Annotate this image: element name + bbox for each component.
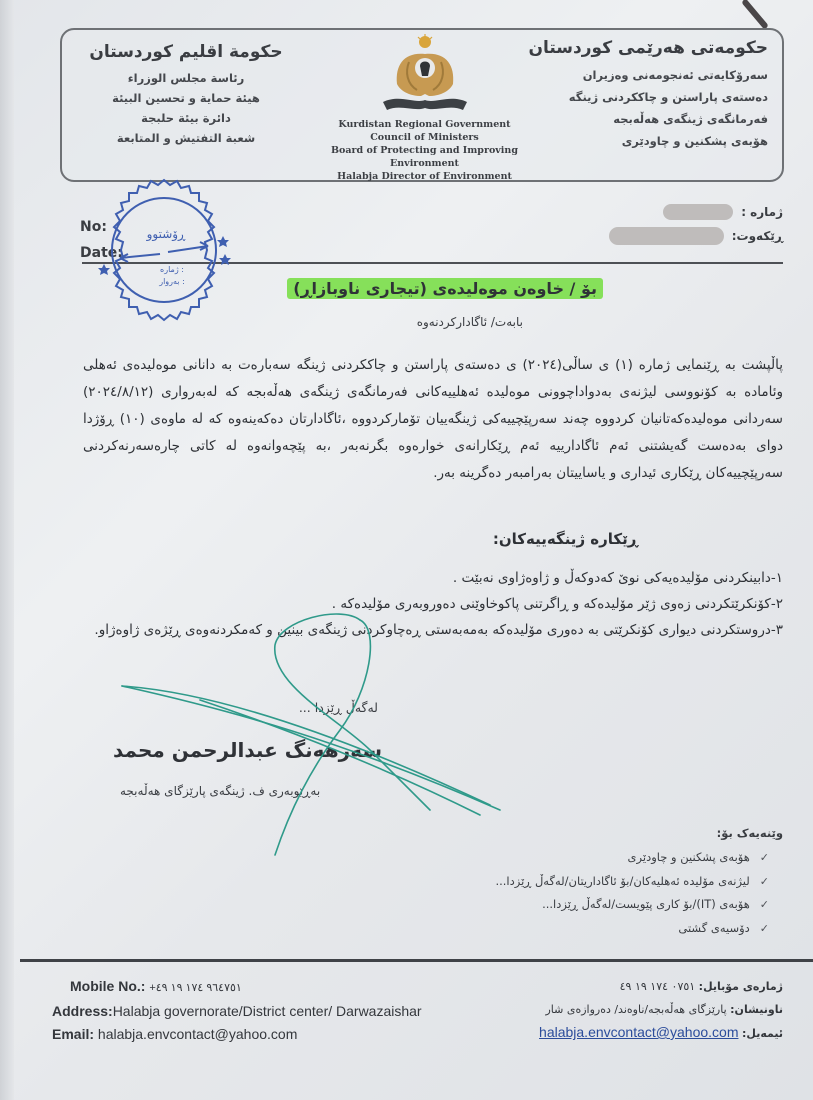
letterhead-arabic-line: هيئة حماية و تحسين البيئة <box>112 91 260 105</box>
footer-mobile-ku: ژمارەی مۆبایل: ٠٧٥١ ١٧٤ ١٩ ٤٩ <box>619 980 783 993</box>
letterhead-english-line: Halabja Director of Environment <box>337 171 512 182</box>
footer-email-en: Email: halabja.envcontact@yahoo.com <box>52 1026 298 1042</box>
krg-emblem-icon <box>365 34 485 114</box>
reference-date-row <box>609 224 783 248</box>
svg-text:بەروار :: بەروار : <box>159 277 185 286</box>
cc-item-text: لیژنەی مۆلیدە ئەهلیەکان/بۆ ئاگاداریتان/لەگەڵ ڕێزدا... <box>495 873 750 888</box>
checkmark-icon: ✓ <box>759 851 769 864</box>
outgoing-stamp-icon <box>92 176 240 324</box>
checkmark-icon: ✓ <box>759 874 769 888</box>
pen-mark <box>741 0 769 30</box>
steps-list <box>83 565 783 643</box>
footer-email-ku: ئیمەیل: halabja.envcontact@yahoo.com <box>539 1024 783 1040</box>
reference-block <box>609 200 783 248</box>
letterhead-arabic-title: حكومة اقليم كوردستان <box>89 42 283 62</box>
letterhead-arabic-line: دائرة بيئة حلبجة <box>141 111 231 125</box>
letterhead-kurdish-line: هۆبەی پشکنین و چاودێری <box>621 134 768 148</box>
footer-kurdish <box>539 975 783 1045</box>
letterhead <box>60 28 784 182</box>
letterhead-kurdish-line: دەستەی پاراستن و چاککردنی ژینگە <box>568 90 768 104</box>
letterhead-english-line: Board of Protecting and Improving Environment <box>331 145 518 169</box>
cc-item <box>495 917 783 941</box>
step-item: ١-دابینکردنی مۆلیدەیەکی نوێ کەدوکەڵ و ژاوەژاوی نەبێت . <box>452 570 783 586</box>
checkmark-icon: ✓ <box>759 921 769 935</box>
footer-english <box>52 975 422 1046</box>
cc-item-text: هۆبەی (IT)/بۆ کاری پێویست/لەگەڵ ڕێزدا... <box>542 897 750 911</box>
signatory-name: سەرهەنگ عبدالرحمن محمد <box>113 738 382 762</box>
letterhead-english-line: Kurdistan Regional Government <box>338 119 511 130</box>
email-link-ku[interactable]: halabja.envcontact@yahoo.com <box>539 1024 739 1040</box>
signatory-title: بەڕێوبەری ف. ژینگەی پارێزگای هەڵەبجە <box>120 784 321 798</box>
letterhead-arabic-line: رئاسة مجلس الوزراء <box>127 71 245 85</box>
reference-number-label: ژمارە : <box>741 205 783 219</box>
letterhead-english-line: Council of Ministers <box>370 132 479 143</box>
cc-item <box>495 846 783 870</box>
footer-divider <box>20 959 813 962</box>
subject-line: بابەت/ ئاگاداركردنەوە <box>416 315 523 329</box>
cc-item-text: هۆبەی پشکنین و چاودێری <box>627 850 750 864</box>
letterhead-arabic-line: شعبة التفتيش و المتابعة <box>116 131 256 145</box>
footer-address-en: Address:Halabja governorate/District center/ Darwazaishar <box>52 1003 422 1019</box>
letterhead-center <box>317 34 532 183</box>
letterhead-kurdish-title: حکومەتی هەرێمی کوردستان <box>528 38 768 58</box>
letterhead-arabic <box>76 42 296 148</box>
svg-text:ژمارە :: ژمارە : <box>160 265 184 274</box>
cc-item <box>495 893 783 917</box>
letterhead-kurdish <box>518 38 768 152</box>
letter-body: پاڵپشت بە ڕێنمایی ژمارە (١) ی ساڵی(٢٠٢٤) ی دەستەی پاراستن و چاککردنی ژینگە سەبارەت بە دانانی موەلیدەی ئەهلی وئامادە بە کۆنووسی لیژنەی بەدواداچوونی موەلیدە ئەهلییەکانی فەرمانگەی ژینگەی هەڵەبجە کە لەبەرواری (٢٠٢٤/٨/١٢) سەردانی موەلیدەکەتانیان کردووە چەند سەرپێچییەکی ژینگەییان تۆمارکردووە ،ئاگادارتان دەکەینەوە کە لە ماوەی (١٠) ڕۆژدا دوای بەدەست گەیشتنی ئەم ئاگادارییە ئەم ڕێکارانەی خوارەوە بگرنەبەر ،بە پێچەوانەوە لە کاتی چارەسەرنەکردنی سەرپێچییەکان ڕێکاری ئیداری و یاساییتان بەرامبەر دەگرینە بەر. <box>83 357 783 481</box>
reference-number-row <box>609 200 783 224</box>
letterhead-kurdish-line: سەرۆکایەتی ئەنجومەنی وەزیران <box>582 68 768 82</box>
checkmark-icon: ✓ <box>759 898 769 911</box>
step-item: ٣-دروستکردنی دیواری کۆنکرێتی بە دەوری مۆلیدەکە بەمەبەستی ڕەچاوکردنی ژینگەی بینین و کەمکردنەوەی ڕێژەی ژاوەژاو. <box>94 622 783 638</box>
svg-text:ڕۆشتوو: ڕۆشتوو <box>146 227 186 241</box>
footer-address-ku: ناونیشان: پارێزگای هەڵەبجە/ناوەند/ دەروازەی شار <box>545 1003 783 1016</box>
number-label-en: No: <box>80 219 107 235</box>
email-link-en[interactable]: halabja.envcontact@yahoo.com <box>97 1026 298 1042</box>
footer-mobile-en: Mobile No.: +٩٦٤٧٥١ ١٧٤ ١٩ ٤٩ <box>70 978 242 994</box>
closing-regards: لەگەڵ ڕێزدا ... <box>298 700 378 715</box>
page-edge-shadow <box>0 0 14 1100</box>
redacted-number <box>663 204 733 220</box>
letterhead-kurdish-line: فەرمانگەی ژینگەی هەڵەبجە <box>613 112 768 126</box>
cc-list <box>495 826 783 940</box>
reference-date-label: ڕێکەوت: <box>731 229 783 243</box>
step-item: ٢-کۆنکرێتکردنی زەوی ژێر مۆلیدەکە و ڕاگرتنی پاکوخاوێنی دەوروبەری مۆلیدەکە . <box>331 596 783 612</box>
cc-title: وێنەیەک بۆ: <box>716 826 783 840</box>
redacted-date <box>609 227 724 245</box>
date-label-en: Date: <box>80 245 123 261</box>
cc-item <box>495 870 783 894</box>
cc-item-text: دۆسیەی گشتی <box>678 920 750 935</box>
steps-heading: ڕێکارە ژینگەییەکان: <box>492 530 638 548</box>
addressee-highlighted: بۆ / خاوەن موەلیدەی (تیجاری ناوبازاڕ) <box>287 278 603 299</box>
